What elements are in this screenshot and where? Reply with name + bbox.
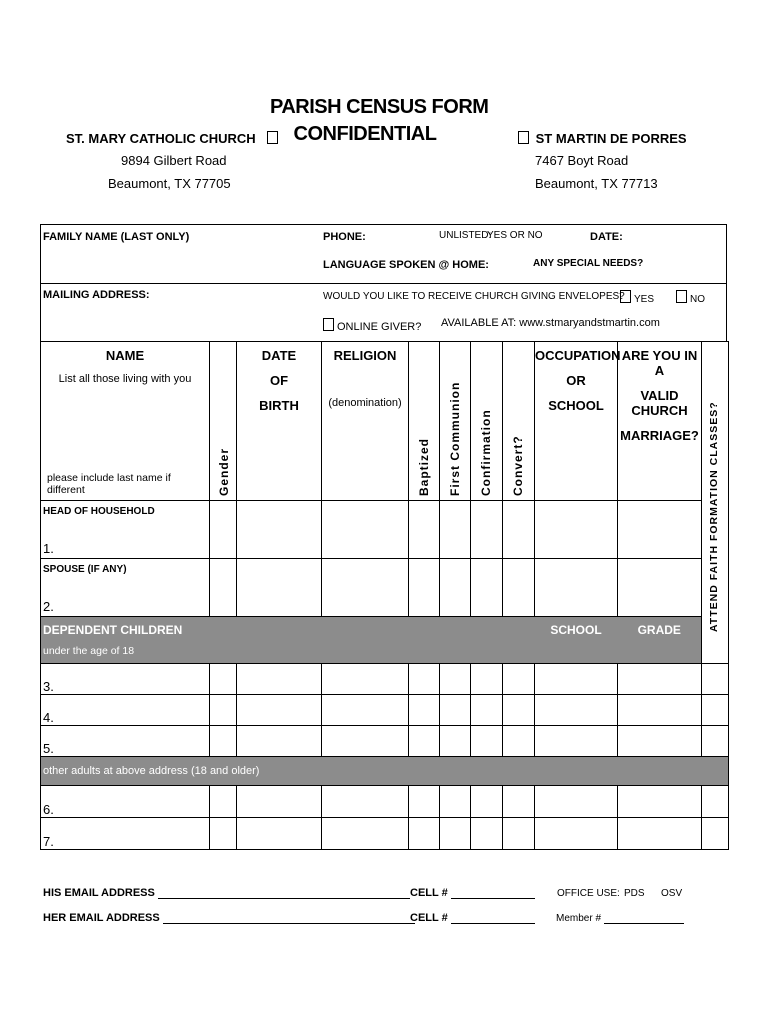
left-church-city: Beaumont, TX 77705 [108, 176, 231, 191]
mailing-address-label: MAILING ADDRESS: [43, 289, 150, 301]
occupation-column-header: OCCUPATION OR SCHOOL [535, 342, 618, 501]
right-church-city: Beaumont, TX 77713 [535, 176, 658, 191]
envelopes-yes[interactable]: YES [620, 290, 654, 305]
table-row: 6. [41, 786, 729, 818]
right-church-name: ST MARTIN DE PORRES [518, 131, 687, 146]
table-row: 4. [41, 695, 729, 726]
office-use-label: OFFICE USE: [557, 888, 620, 899]
table-row: 3. [41, 664, 729, 695]
envelopes-question: WOULD YOU LIKE TO RECEIVE CHURCH GIVING ENVELOPES? [323, 291, 625, 302]
family-name-label: FAMILY NAME (LAST ONLY) [43, 231, 190, 243]
member-field[interactable]: Member # [556, 913, 684, 924]
table-row: HEAD OF HOUSEHOLD 1. [41, 501, 729, 559]
unlisted-yes-no[interactable]: YES OR NO [487, 230, 543, 241]
table-row: 5. [41, 726, 729, 757]
left-church-street: 9894 Gilbert Road [121, 153, 227, 168]
baptized-column-header: Baptized [409, 342, 440, 501]
confirmation-column-header: Confirmation [471, 342, 503, 501]
table-row: SPOUSE (IF ANY) 2. [41, 559, 729, 617]
checkbox-icon [323, 318, 334, 331]
unlisted-label: UNLISTED: [439, 230, 492, 241]
right-church-street: 7467 Boyt Road [535, 153, 629, 168]
available-at: AVAILABLE AT: www.stmaryandstmartin.com [441, 317, 660, 329]
cell1-field[interactable]: CELL # [410, 887, 535, 899]
envelopes-no[interactable]: NO [676, 290, 705, 305]
language-label: LANGUAGE SPOKEN @ HOME: [323, 259, 489, 271]
convert-column-header: Convert? [503, 342, 535, 501]
checkbox-icon [620, 290, 631, 303]
marriage-column-header: ARE YOU IN A VALID CHURCH MARRIAGE? [618, 342, 702, 501]
phone-label: PHONE: [323, 231, 366, 243]
online-giver[interactable]: ONLINE GIVER? [323, 318, 421, 333]
household-table [40, 341, 729, 850]
left-church-name: ST. MARY CATHOLIC CHURCH [66, 131, 281, 146]
name-column-header: NAME List all those living with you please include last name if different [41, 342, 210, 501]
gender-column-header: Gender [210, 342, 237, 501]
faith-formation-column-header: ATTEND FAITH FORMATION CLASSES? [702, 342, 729, 664]
cell2-field[interactable]: CELL # [410, 912, 535, 924]
left-church-checkbox[interactable] [267, 131, 278, 144]
other-adults-header: other adults at above address (18 and older) [41, 757, 729, 786]
dependent-children-header: DEPENDENT CHILDREN under the age of 18 SCHOOL GRADE [41, 617, 729, 664]
her-email-field[interactable]: HER EMAIL ADDRESS [43, 912, 415, 924]
right-church-checkbox[interactable] [518, 131, 529, 144]
his-email-field[interactable]: HIS EMAIL ADDRESS [43, 887, 410, 899]
pds-label: PDS [624, 888, 645, 899]
dob-column-header: DATE OF BIRTH [237, 342, 322, 501]
date-label: DATE: [590, 231, 623, 243]
form-title: PARISH CENSUS FORM CONFIDENTIAL [270, 96, 489, 145]
first-communion-column-header: First Communion [440, 342, 471, 501]
religion-column-header: RELIGION (denomination) [322, 342, 409, 501]
table-row: 7. [41, 818, 729, 850]
checkbox-icon [676, 290, 687, 303]
special-needs-label: ANY SPECIAL NEEDS? [533, 258, 644, 269]
osv-label: OSV [661, 888, 683, 899]
